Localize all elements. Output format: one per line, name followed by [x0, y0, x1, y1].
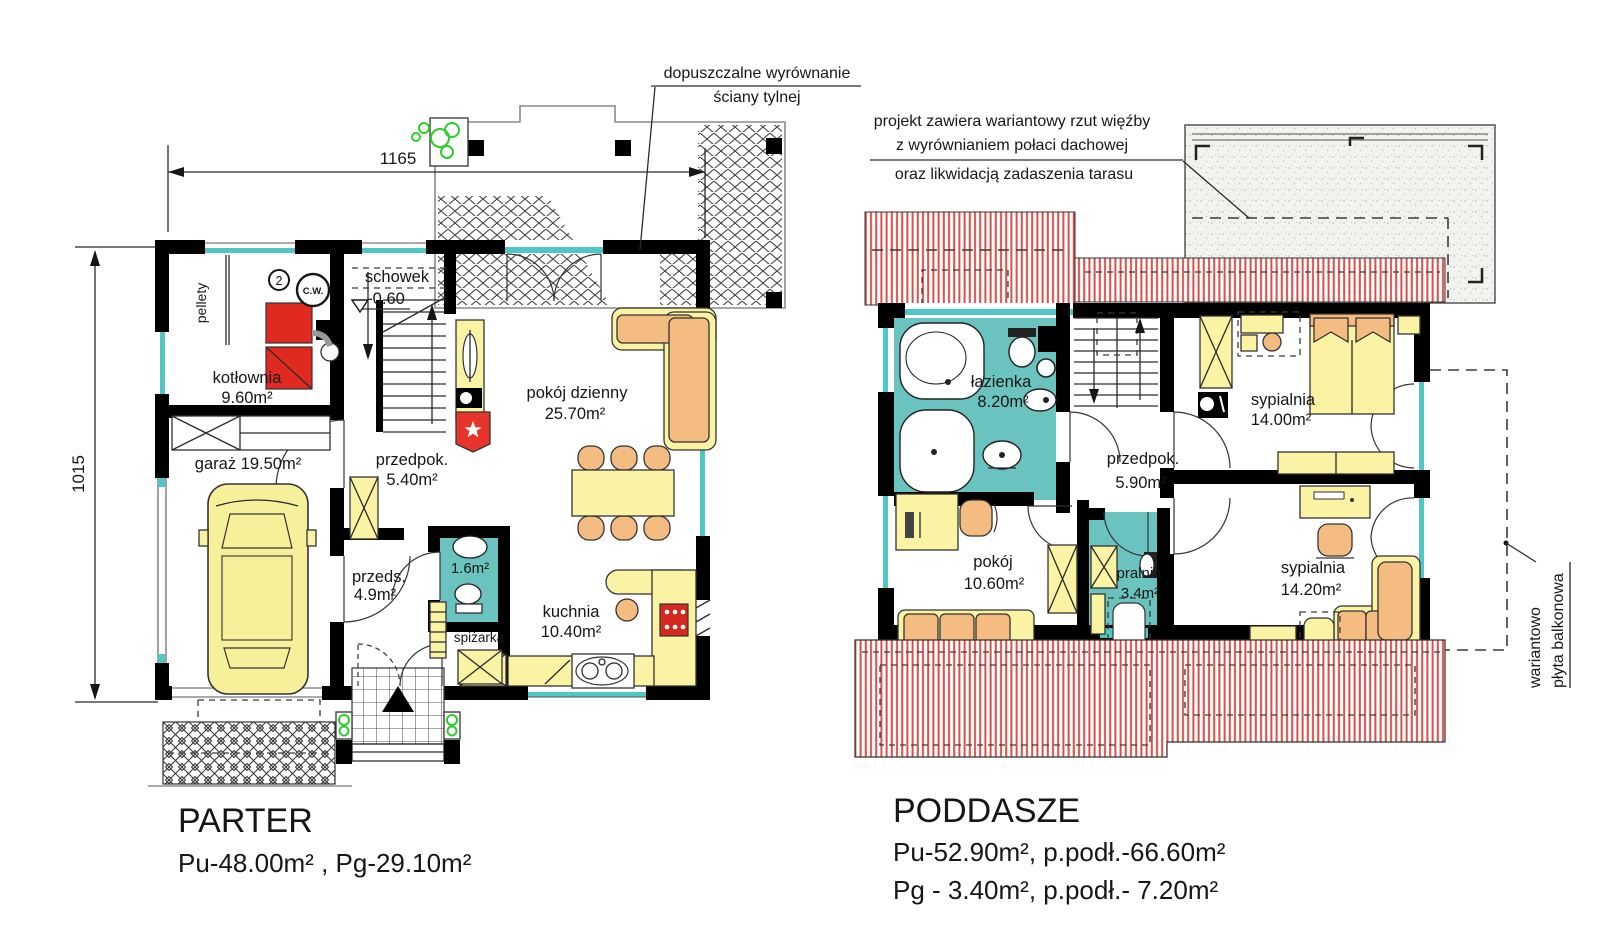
poddasze-title: PODDASZE: [893, 792, 1081, 830]
poddasze-areas-line1: Pu-52.90m², p.podł.-66.60m²: [893, 837, 1226, 867]
note-balcony-line1: wariantowo: [1527, 607, 1544, 688]
dimension-left: [69, 247, 158, 702]
level-schowek: -0.60: [367, 290, 405, 308]
room-label-sypialnia-2: sypialnia: [1280, 559, 1346, 577]
room-area-przedsionek: 4.9m²: [353, 586, 397, 604]
speaker: [456, 388, 482, 408]
roof-strip-bottom: [855, 640, 1445, 757]
roof-strip-top: [865, 212, 1075, 305]
parter-plan: [148, 240, 716, 786]
washbasin: [983, 441, 1021, 469]
stool: [616, 599, 638, 621]
room-area-lazienka: 8.20m²: [977, 393, 1029, 411]
door-sypialnia-1: [1174, 412, 1230, 468]
nightstand: [1398, 316, 1420, 334]
room-label-lazienka: łazienka: [970, 373, 1032, 391]
balcony-outline: [1430, 370, 1507, 650]
note-variant-line1: projekt zawiera wariantowy rzut więźby: [873, 113, 1151, 130]
room-label-kotlownia: kotłownia: [212, 369, 282, 387]
porch: [336, 644, 460, 764]
toilet-2: [1024, 389, 1056, 411]
room-label-pokoj: pokój: [973, 553, 1013, 571]
toilet: [1008, 328, 1036, 367]
ladder: [430, 602, 446, 658]
door-sypialnia-2: [1174, 498, 1230, 554]
parter-title: PARTER: [178, 802, 313, 840]
shower: [900, 410, 974, 492]
room-area-wc: 1.6m²: [450, 560, 490, 577]
desk: [1300, 486, 1370, 518]
room-label-pellety: pellety: [193, 282, 209, 324]
terrace-post: [766, 138, 782, 154]
wardrobe: [350, 477, 378, 539]
poddasze-plan: [855, 125, 1507, 757]
dining-set: [572, 446, 674, 540]
poddasze-areas-line2: Pg - 3.40m², p.podł.- 7.20m²: [893, 875, 1219, 905]
shelf: [1091, 594, 1105, 634]
room-label-przedpokoj: przedpok.: [375, 451, 449, 469]
terrace-post: [615, 140, 631, 156]
corner-sofa: [612, 308, 716, 450]
toilet: [455, 584, 482, 613]
dim-top-value: 1165: [379, 149, 417, 168]
cabinet: [458, 650, 502, 684]
garage-door: [155, 478, 169, 663]
room-label-spizarka: spiżarka: [453, 630, 505, 645]
fireplace: [456, 412, 490, 452]
svg-text:2: 2: [275, 274, 283, 288]
room-area-kotlownia: 9.60m²: [221, 389, 273, 407]
wardrobe: [172, 416, 330, 450]
room-label-pokoj-dzienny: pokój dzienny: [526, 384, 628, 402]
room-label-przedpokoj-p: przedpok.: [1106, 450, 1180, 468]
corner-sofa: [1334, 556, 1420, 650]
car: [199, 484, 316, 694]
room-area-przedpokoj-p: 5.90m²: [1115, 474, 1167, 492]
room-area-kuchnia: 10.40m²: [540, 623, 602, 641]
note-back-wall-line1: dopuszczalne wyrównanie: [663, 65, 851, 82]
room-label-garaz: garaż 19.50m²: [194, 455, 302, 473]
room-area-pokoj: 10.60m²: [963, 575, 1025, 593]
note-variant-line2: z wyrównianiem połaci dachowej: [895, 137, 1129, 154]
terrace-roof: [412, 106, 785, 308]
kitchen-sink: [572, 654, 634, 688]
office-chair: [1316, 524, 1354, 558]
desk: [896, 494, 958, 550]
stove: [660, 604, 688, 636]
variant-desk: [1238, 312, 1300, 356]
note-balcony: [1504, 541, 1571, 690]
svg-text:C.W.: C.W.: [302, 286, 324, 297]
room-area-przedpokoj: 5.40m²: [386, 471, 438, 489]
terrace-post: [766, 292, 782, 308]
double-bed: [1310, 314, 1394, 414]
window: [155, 332, 169, 394]
room-label-sypialnia-1: sypialnia: [1250, 391, 1316, 409]
dim-left-value: 1015: [69, 455, 88, 493]
parter-footer: [178, 802, 472, 878]
stairs-poddasze: [1074, 313, 1158, 408]
pellet-partition: [226, 255, 229, 345]
cw-badge: [297, 274, 329, 306]
roof-strip-mid: [1075, 258, 1445, 302]
wardrobe: [1091, 546, 1117, 588]
poddasze-footer: [893, 792, 1226, 905]
driveway: [148, 700, 352, 786]
boiler-number-badge: [269, 270, 289, 290]
note-balcony-line2: płyta balkonowa: [1550, 573, 1567, 688]
washbasin: [453, 536, 487, 558]
wardrobe: [1048, 545, 1077, 613]
room-area-sypialnia-2: 14.20m²: [1280, 581, 1342, 599]
room-label-kuchnia: kuchnia: [542, 603, 600, 621]
window: [905, 303, 1073, 318]
room-label-schowek: schowek: [364, 268, 430, 286]
parter-areas: Pu-48.00m² , Pg-29.10m²: [178, 848, 472, 878]
room-area-pokoj-dzienny: 25.70m²: [544, 405, 606, 423]
dresser: [1198, 392, 1228, 418]
note-variant-line3: oraz likwidacją zadaszenia tarasu: [894, 166, 1134, 183]
room-area-pralnia: 3.4m²: [1120, 585, 1160, 602]
bench: [1278, 452, 1394, 474]
room-area-sypialnia-1: 14.00m²: [1250, 411, 1312, 429]
window: [205, 240, 603, 254]
boiler-box: [1037, 326, 1058, 377]
room-label-pralnia: pralnia: [1116, 565, 1162, 582]
note-back-wall-line2: ściany tylnej: [713, 89, 801, 106]
vent: [696, 600, 710, 636]
terrace-post: [468, 140, 484, 156]
wardrobe: [1200, 316, 1232, 388]
room-label-przedsionek: przeds.: [351, 568, 407, 586]
